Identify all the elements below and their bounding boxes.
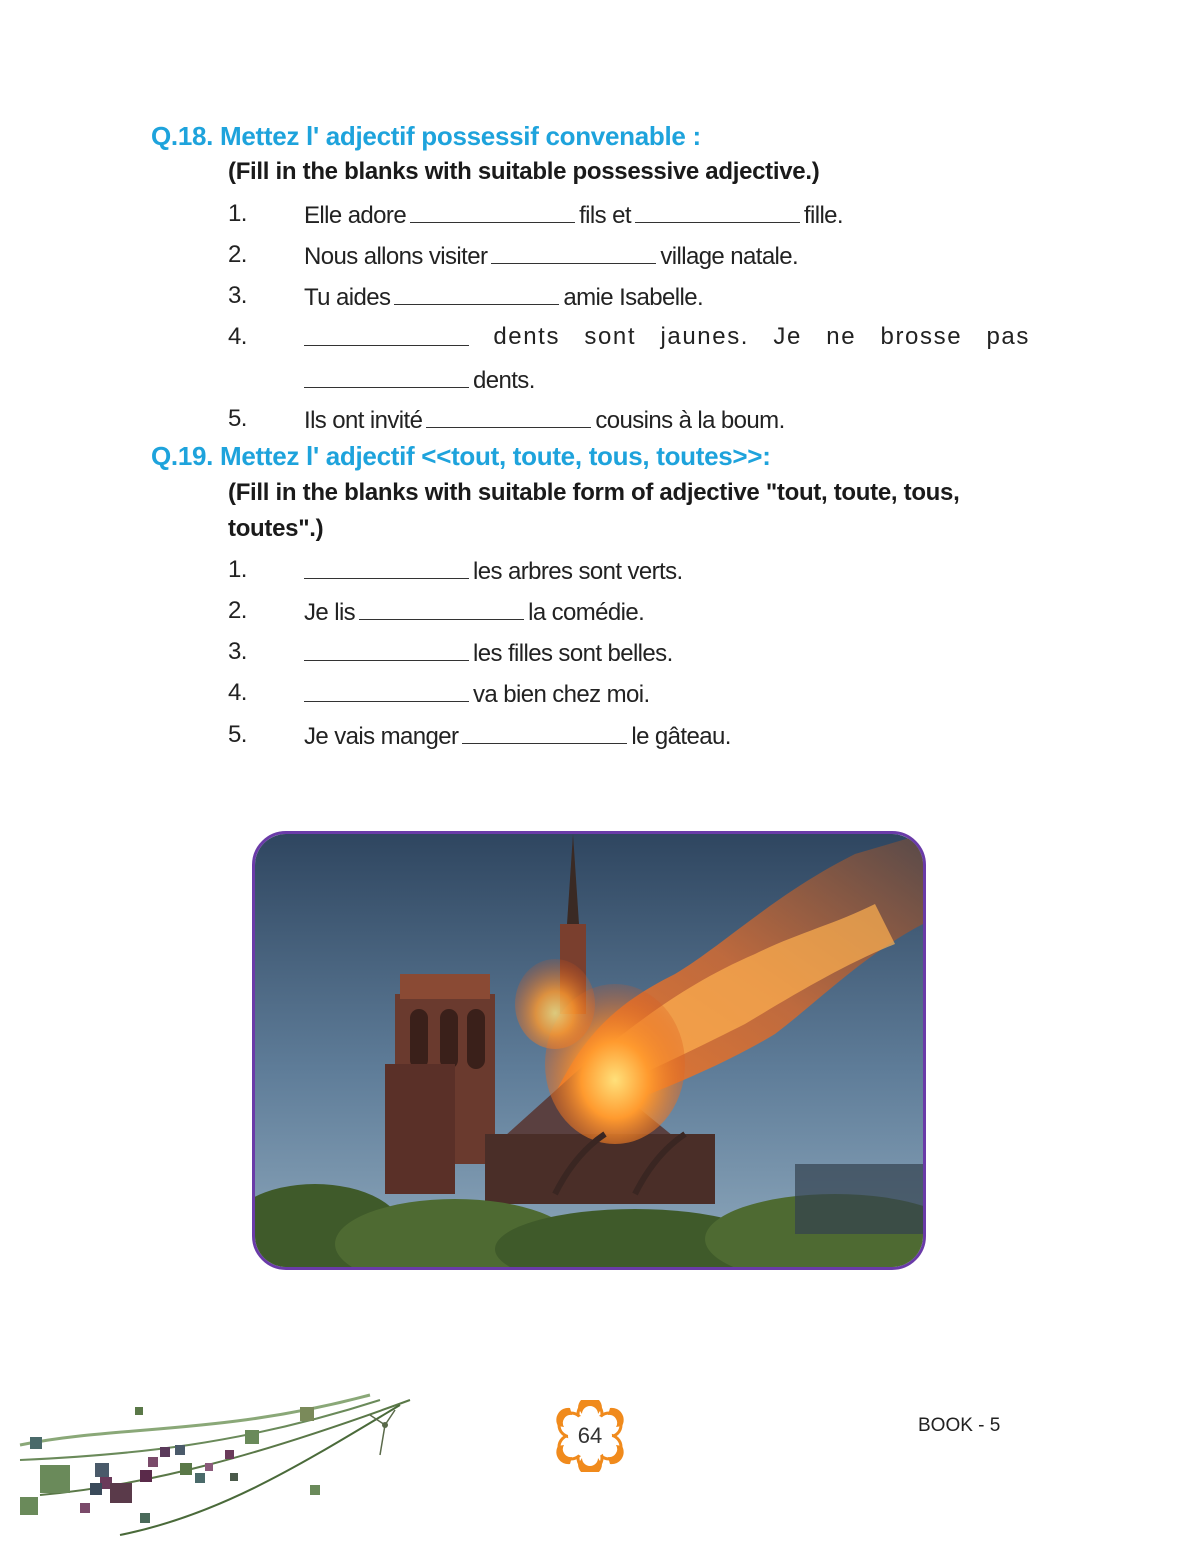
item-word: brosse [880,323,963,350]
item-word: ne [826,323,857,350]
item-text: fils et [579,202,631,229]
q18-item-4-line1 [304,323,1030,351]
item-number: 5. [228,721,247,748]
item-number: 3. [228,638,247,665]
blank-field[interactable] [304,323,469,346]
blank-field[interactable] [635,200,800,223]
page-number-badge [554,1400,626,1472]
item-text: Je vais manger [304,723,459,750]
q19-title: Q.19. Mettez l' adjectif <<tout, toute, tous, toutes>>: [151,441,771,471]
item-word: dents [493,323,561,350]
blank-field[interactable] [462,721,627,744]
item-text: les arbres sont verts. [473,558,683,585]
item-text: va bien chez moi. [473,681,650,708]
blank-field[interactable] [394,282,559,305]
item-text: Elle adore [304,202,407,229]
item-text: les filles sont belles. [473,640,673,667]
blank-field[interactable] [304,556,469,579]
item-number: 1. [228,556,247,583]
item-word: jaunes. [660,323,750,350]
item-number: 2. [228,597,247,624]
item-word: sont [584,323,637,350]
item-number: 4. [228,679,247,706]
blank-field[interactable] [359,597,524,620]
item-text: le gâteau. [631,723,731,750]
item-number: 2. [228,241,247,268]
q18-item-4-line2 [304,365,535,395]
item-number: 3. [228,282,247,309]
item-number: 5. [228,405,247,432]
item-text: cousins à la boum. [595,407,785,434]
q18-title: Q.18. Mettez l' adjectif possessif convenable : [151,121,701,151]
cathedral-fire-illustration [252,831,926,1270]
page-number: 64 [577,1423,603,1448]
item-word: pas [986,323,1030,350]
item-text: amie Isabelle. [563,284,704,311]
item-number: 1. [228,200,247,227]
item-text: village natale. [660,243,799,270]
blank-field[interactable] [304,638,469,661]
item-text: Je lis [304,599,356,626]
item-text: Tu aides [304,284,391,311]
item-text: la comédie. [528,599,645,626]
q18-subtitle: (Fill in the blanks with suitable possessive adjective.) [228,158,820,185]
blank-field[interactable] [304,365,469,388]
item-word: Je [773,323,802,350]
item-text: fille. [803,202,843,229]
blank-field[interactable] [304,679,469,702]
blank-field[interactable] [491,241,656,264]
cathedral-fire-image [255,834,923,1267]
blank-field[interactable] [410,200,575,223]
blank-field[interactable] [426,405,591,428]
footer-decoration [0,1385,430,1545]
item-number: 4. [228,323,247,350]
item-text: dents. [473,367,535,394]
item-text: Ils ont invité [304,407,423,434]
q19-subtitle: (Fill in the blanks with suitable form of adjective "tout, toute, tous, toutes".) [228,479,960,542]
item-text: Nous allons visiter [304,243,488,270]
book-label: BOOK - 5 [918,1415,1001,1436]
